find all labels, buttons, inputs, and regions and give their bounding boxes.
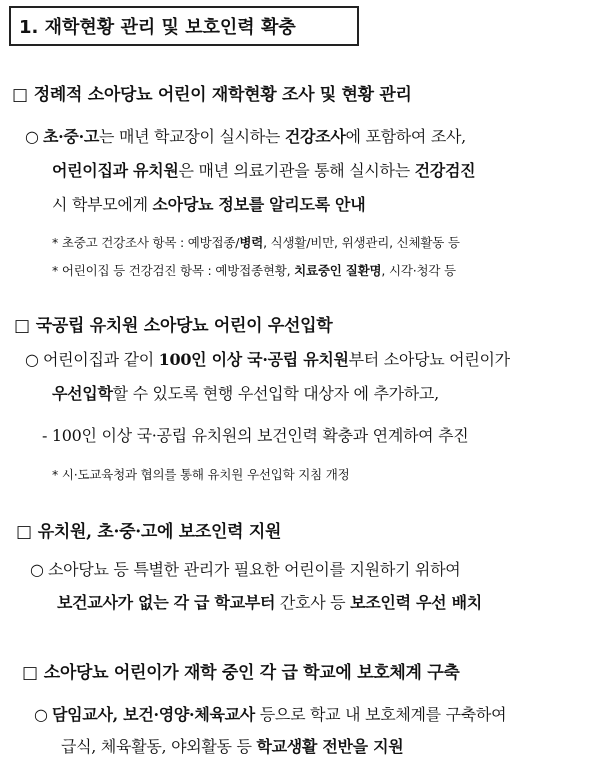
bullet-icon: ○ — [25, 127, 39, 146]
section-title: 1. 재학현황 관리 및 보호인력 확충 — [19, 17, 296, 38]
bullet-icon: ○ — [34, 705, 48, 724]
s3-line1: ○ 소아당뇨 등 특별한 관리가 필요한 어린이를 지원하기 위하여 — [30, 560, 461, 579]
s2-line1: ○ 어린이집과 같이 100인 이상 국·공립 유치원부터 소아당뇨 어린이가 — [25, 350, 510, 369]
s1-note2: * 어린이집 등 건강검진 항목 : 예방접종현황, 치료중인 질환명, 시각·청각 등 — [52, 263, 456, 278]
bullet-icon: ○ — [30, 560, 44, 579]
s4-heading: □ 소아당뇨 어린이가 재학 중인 각 급 학교에 보호체계 구축 — [22, 663, 460, 683]
checkbox-icon: □ — [16, 522, 32, 542]
s3-heading: □ 유치원, 초·중·고에 보조인력 지원 — [16, 522, 282, 542]
bullet-icon: ○ — [25, 350, 39, 369]
s1-note1: * 초중고 건강조사 항목 : 예방접종/병력, 식생활/비만, 위생관리, 신체활동 등 — [52, 235, 460, 250]
section-title-box — [9, 6, 359, 46]
s4-line1: ○ 담임교사, 보건·영양·체육교사 등으로 학교 내 보호체계를 구축하여 — [34, 705, 507, 724]
s4-line2: 급식, 체육활동, 야외활동 등 학교생활 전반을 지원 — [61, 737, 404, 756]
s2-dash-line: - 100인 이상 국·공립 유치원의 보건인력 확충과 연계하여 추진 — [42, 426, 469, 445]
s1-line2: 어린이집과 유치원은 매년 의료기관을 통해 실시하는 건강검진 — [52, 161, 476, 180]
checkbox-icon: □ — [12, 85, 28, 105]
checkbox-icon: □ — [22, 663, 38, 683]
s2-heading: □ 국공립 유치원 소아당뇨 어린이 우선입학 — [14, 316, 333, 336]
s2-line2: 우선입학할 수 있도록 현행 우선입학 대상자 에 추가하고, — [52, 384, 439, 403]
s1-line3: 시 학부모에게 소아당뇨 정보를 알리도록 안내 — [52, 195, 366, 214]
s1-heading: □ 정례적 소아당뇨 어린이 재학현황 조사 및 현황 관리 — [12, 85, 412, 105]
s3-line2: 보건교사가 없는 각 급 학교부터 간호사 등 보조인력 우선 배치 — [57, 593, 482, 612]
s1-line1: ○ 초·중·고는 매년 학교장이 실시하는 건강조사에 포함하여 조사, — [25, 127, 466, 146]
s2-note: * 시·도교육청과 협의를 통해 유치원 우선입학 지침 개정 — [52, 467, 350, 482]
checkbox-icon: □ — [14, 316, 30, 336]
